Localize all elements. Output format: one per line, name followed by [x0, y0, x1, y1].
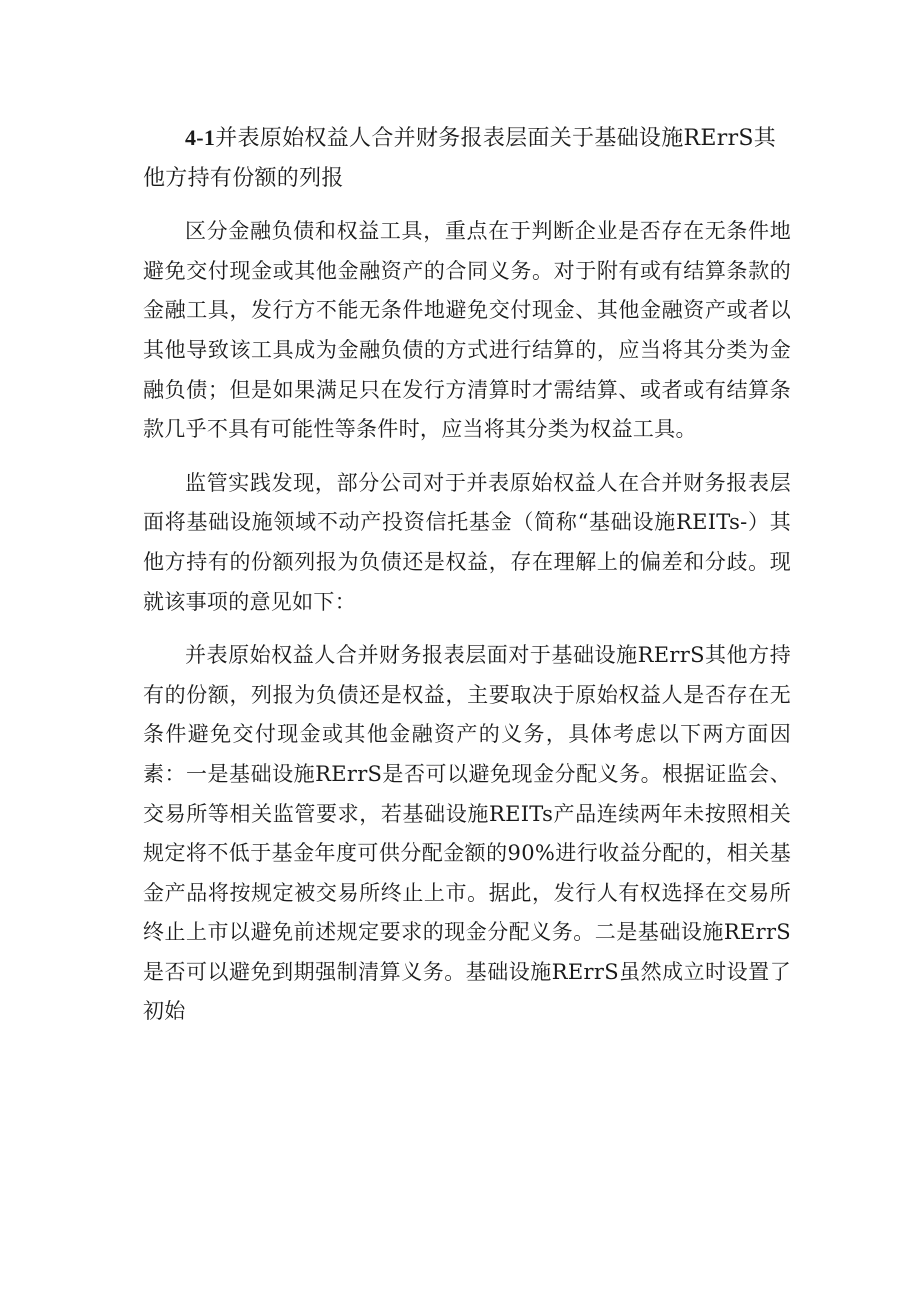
- paragraph-1: 区分金融负债和权益工具，重点在于判断企业是否存在无条件地避免交付现金或其他金融资产的合同义务。对于附有或有结算条款的金融工具，发行方不能无条件地避免交付现金、其他金融资产或者以其他导致该工具成为金融负债的方式进行结算的，应当将其分类为金融负债；但是如果满足只在发行方清算时才需结算、或者或有结算条款几乎不具有可能性等条件时，应当将其分类为权益工具。: [143, 219, 791, 442]
- section-title: 并表原始权益人合并财务报表层面关于基础设施RErrS其他方持有份额的列报: [143, 126, 777, 191]
- paragraph-3: 并表原始权益人合并财务报表层面对于基础设施RErrS其他方持有的份额，列报为负债还是权益，主要取决于原始权益人是否存在无条件避免交付现金或其他金融资产的义务，具体考虑以下两方面因素：一是基础设施RErrS是否可以避免现金分配义务。根据证监会、交易所等相关监管要求，若基础设施REITs产品连续两年未按照相关规定将不低于基金年度可供分配金额的90%进行收益分配的，相关基金产品将按规定被交易所终止上市。据此，发行人有权选择在交易所终止上市以避免前述规定要求的现金分配义务。二是基础设施RErrS是否可以避免到期强制清算义务。基础设施RErrS虽然成立时设置了初始: [143, 643, 791, 1024]
- document-body: [143, 118, 791, 1046]
- section-number: 4-1: [185, 125, 216, 150]
- paragraph-2: 监管实践发现，部分公司对于并表原始权益人在合并财务报表层面将基础设施领域不动产投资信托基金（简称“基础设施REITs-）其他方持有的份额列报为负债还是权益，存在理解上的偏差和分歧。现就该事项的意见如下：: [143, 470, 791, 614]
- section-heading: [143, 118, 791, 198]
